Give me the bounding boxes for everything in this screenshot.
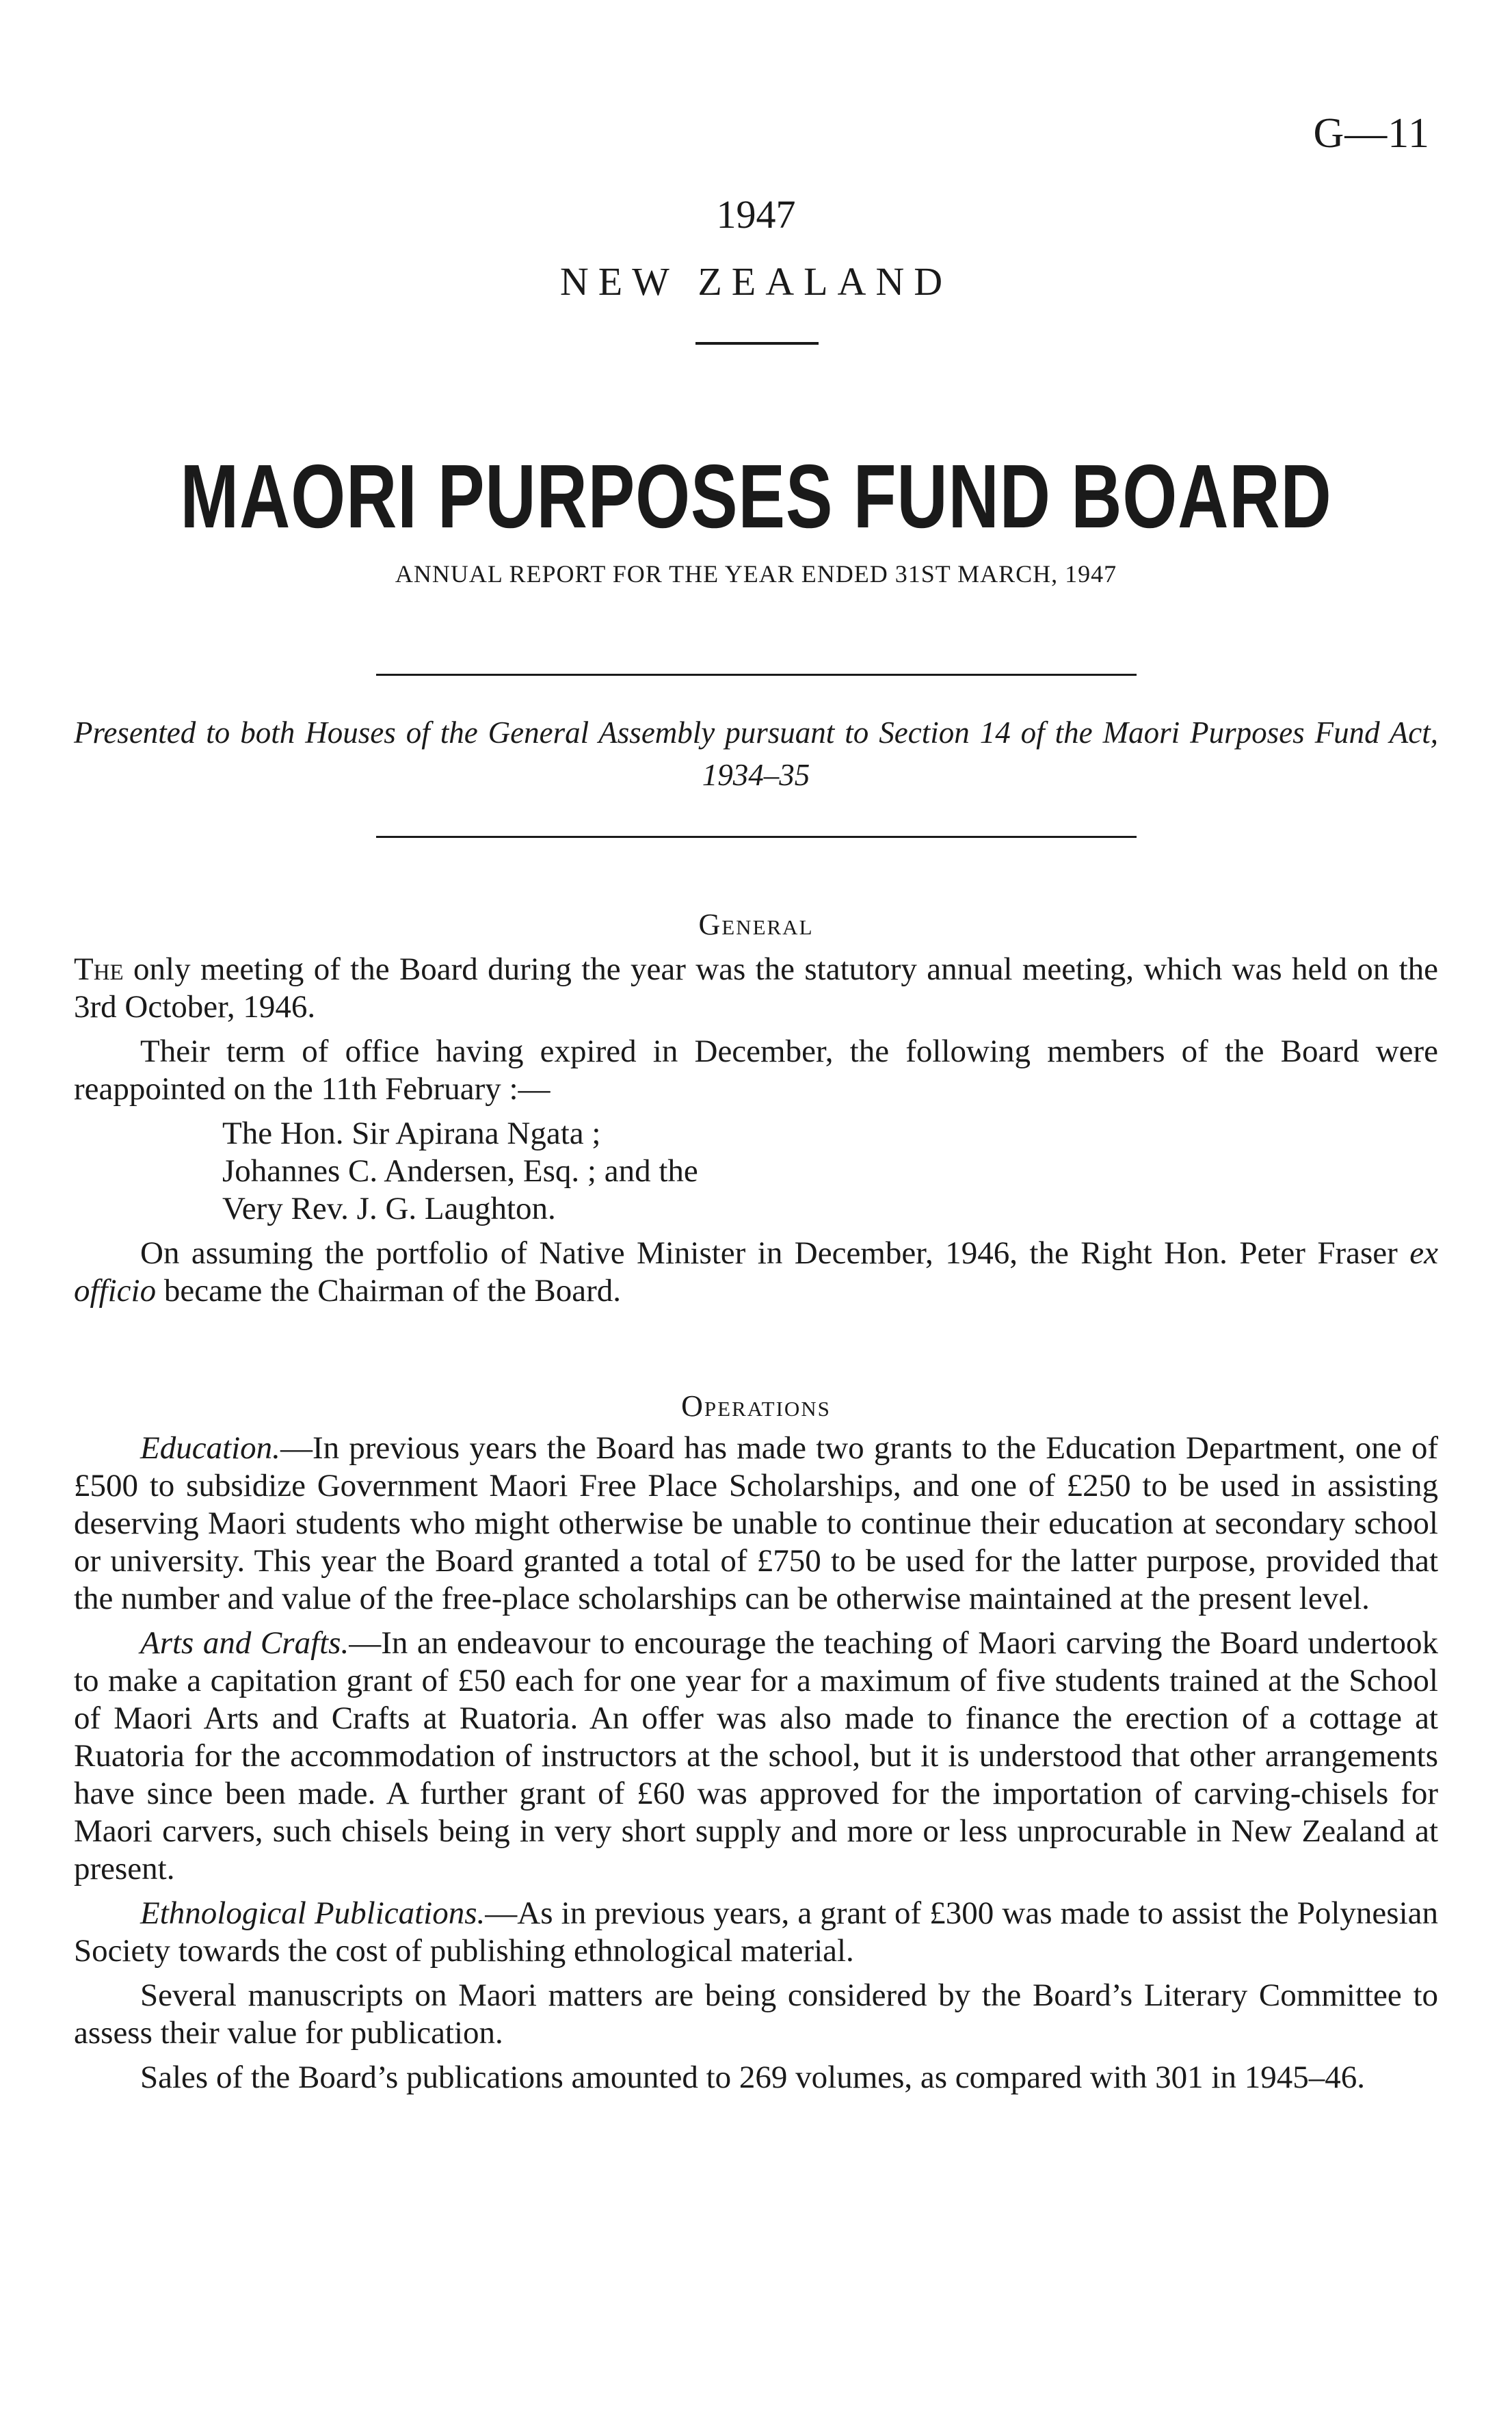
member-item: Johannes C. Andersen, Esq. ; and the (222, 1153, 698, 1189)
ethnological-label: Ethnological Publications. (140, 1895, 486, 1931)
country-heading: NEW ZEALAND (559, 259, 953, 304)
paper-code: G—11 (1313, 110, 1430, 157)
education-label: Education. (140, 1430, 280, 1466)
general-paragraph-3 (74, 1235, 1438, 1310)
general-paragraph-1 (74, 951, 1438, 1026)
document-title: MAORI PURPOSES FUND BOARD (180, 446, 1332, 547)
ethnological-paragraph (74, 1895, 1438, 1970)
arts-crafts-label: Arts and Crafts. (140, 1625, 349, 1661)
sales-paragraph: Sales of the Board’s publications amounted to 269 volumes, as compared with 301 in 1945–46. (140, 2060, 1365, 2095)
arts-crafts-paragraph (74, 1625, 1438, 1888)
arts-crafts-text: —In an endeavour to encourage the teaching of Maori carving the Board undertook to make a capitation grant of £50 each for one year for a maximum of five students trained at the School of Maori Arts and Crafts at Ruatoria. An offer was also made to finance the erection of a cottage at Ruatoria for the accommodation of instructors at the school, but it is understood that other arrangements have since been made. A further grant of £60 was approved for the importation of carving-chisels for Maori carvers, such chisels being in very short supply and more or less unprocurable in New Zealand at present. (74, 1625, 1438, 1887)
ex-officio-phrase: ex officio (74, 1235, 1438, 1309)
rule-divider-top (376, 674, 1137, 676)
section-heading-operations: Operations (681, 1389, 831, 1423)
members-list (74, 1115, 1438, 1228)
manuscripts-paragraph: Several manuscripts on Maori matters are being considered by the Board’s Literary Committee to assess their value for publication. (74, 1977, 1438, 2051)
operations-section (74, 1430, 1438, 2103)
general-paragraph-3-text-a: On assuming the portfolio of Native Minister in December, 1946, the Right Hon. Peter Fraser (140, 1235, 1410, 1271)
member-item: Very Rev. J. G. Laughton. (222, 1191, 556, 1226)
general-paragraph-1-text: only meeting of the Board during the year was the statutory annual meeting, which was held on the 3rd October, 1946. (74, 951, 1438, 1025)
general-section (74, 951, 1438, 1317)
member-item: The Hon. Sir Apirana Ngata ; (222, 1116, 601, 1151)
report-year: 1947 (716, 192, 796, 237)
section-heading-general: General (698, 908, 814, 941)
short-rule-divider (695, 342, 819, 345)
general-paragraph-3-text-b: became the Chairman of the Board. (156, 1273, 622, 1309)
general-paragraph-2: Their term of office having expired in December, the following members of the Board were reappointed on the 11th February :— (74, 1034, 1438, 1107)
lead-word: The (74, 951, 124, 987)
education-text: —In previous years the Board has made two grants to the Education Department, one of £500 to subsidize Government Maori Free Place Scholarships, and one of £250 to be used in assisting deserving Maori students who might otherwise be unable to continue their education at secondary school or university. This year the Board granted a total of £750 to be used for the latter purpose, provided that the number and value of the free-place scholarships can be otherwise maintained at the present level. (74, 1430, 1438, 1616)
document-subtitle: ANNUAL REPORT FOR THE YEAR ENDED 31ST MARCH, 1947 (395, 560, 1117, 588)
rule-divider-bottom (376, 836, 1137, 838)
ethnological-text: —As in previous years, a grant of £300 was made to assist the Polynesian Society towards the cost of publishing ethnological material. (74, 1895, 1438, 1969)
education-paragraph (74, 1430, 1438, 1618)
presented-statement: Presented to both Houses of the General Assembly pursuant to Section 14 of the Maori Purposes Fund Act, 1934–35 (74, 715, 1438, 792)
